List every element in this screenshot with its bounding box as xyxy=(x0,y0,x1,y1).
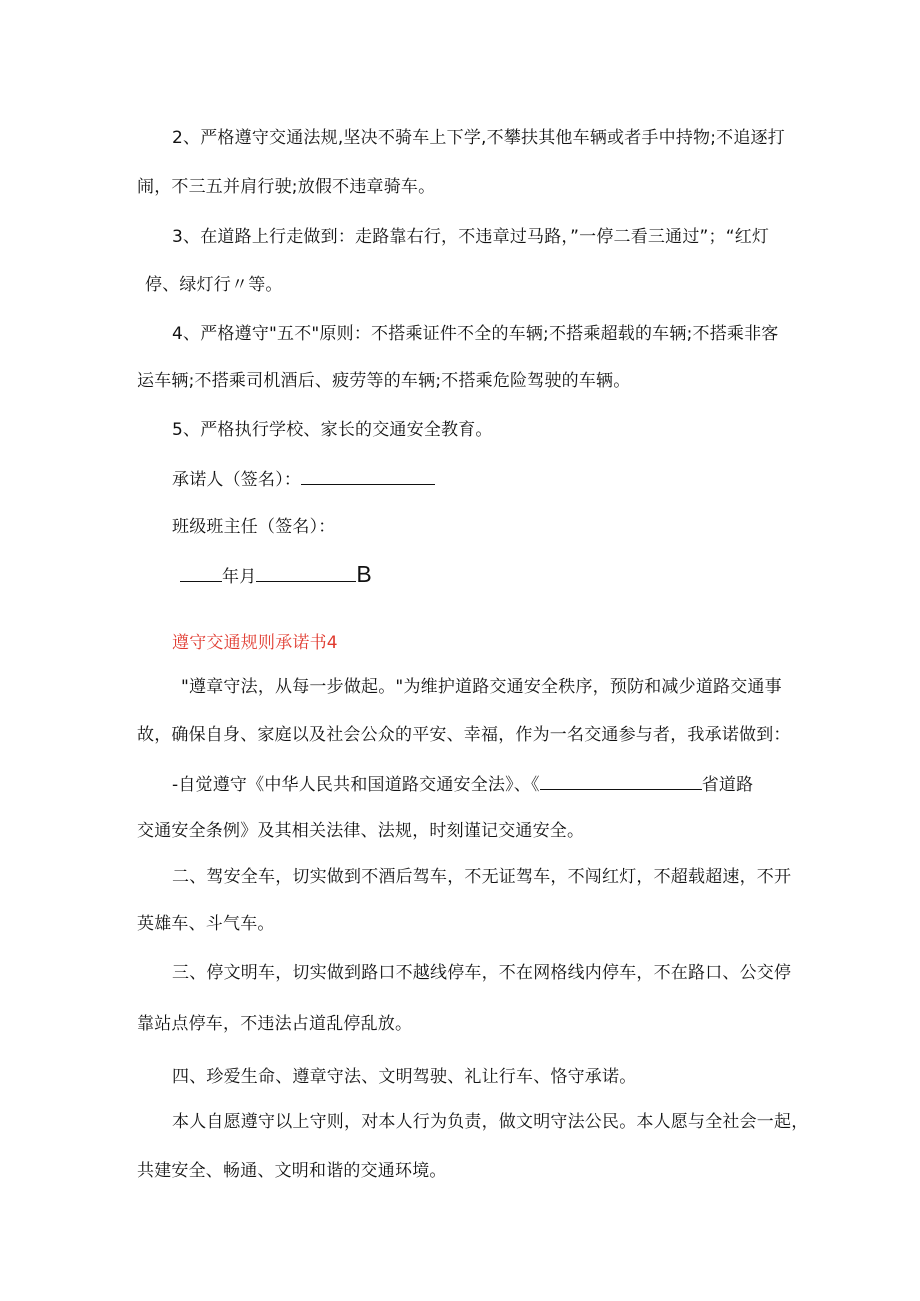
promisor-signature-row xyxy=(172,468,435,491)
point-1-text-a: -自觉遵守《中华人民共和国道路交通安全法》、《 xyxy=(172,775,540,795)
point-1-text-b: 省道路 xyxy=(701,775,754,795)
point-1-line-1 xyxy=(172,773,753,796)
promisor-signature-blank[interactable] xyxy=(301,468,435,485)
item-3-line-1: 3、在道路上行走做到：走路靠右行，不违章过马路，”一停二看三通过”；“红灯 xyxy=(172,227,770,247)
date-suffix: B xyxy=(356,561,372,587)
point-1-line-2: 交通安全条例》及其相关法律、法规，时刻谨记交通安全。 xyxy=(137,821,585,841)
intro-line-1: "遵章守法，从每一步做起。"为维护道路交通安全秩序，预防和减少道路交通事 xyxy=(181,677,782,697)
item-5: 5、严格执行学校、家长的交通安全教育。 xyxy=(172,420,493,440)
intro-line-2: 故，确保自身、家庭以及社会公众的平安、幸福，作为一名交通参与者，我承诺做到： xyxy=(137,725,791,745)
closing-line-1: 本人自愿遵守以上守则，对本人行为负责，做文明守法公民。本人愿与全社会一起， xyxy=(172,1112,809,1132)
item-2-line-2: 闹，不三五并肩行驶;放假不违章骑车。 xyxy=(137,177,436,197)
date-year-blank[interactable] xyxy=(180,565,222,582)
section-4-title: 遵守交通规则承诺书4 xyxy=(172,633,338,653)
point-4: 四、珍爱生命、遵章守法、文明驾驶、礼让行车、恪守承诺。 xyxy=(172,1067,637,1087)
teacher-label: 班级班主任（签名）： xyxy=(172,517,336,537)
promisor-label: 承诺人（签名）： xyxy=(172,470,302,490)
item-4-line-1: 4、严格遵守"五不"原则：不搭乘证件不全的车辆;不搭乘超载的车辆;不搭乘非客 xyxy=(172,324,779,344)
item-4-line-2: 运车辆;不搭乘司机酒后、疲劳等的车辆;不搭乘危险驾驶的车辆。 xyxy=(137,371,631,391)
item-2-line-1: 2、严格遵守交通法规,坚决不骑车上下学,不攀扶其他车辆或者手中持物;不追逐打 xyxy=(172,128,785,148)
item-3-line-2: 停、绿灯行〃等。 xyxy=(145,275,283,295)
point-2-line-2: 英雄车、斗气车。 xyxy=(137,914,275,934)
date-month-blank[interactable] xyxy=(256,565,356,582)
date-label: 年月 xyxy=(222,567,257,587)
closing-line-2: 共建安全、畅通、文明和谐的交通环境。 xyxy=(137,1161,447,1181)
point-3-line-2: 靠站点停车，不违法占道乱停乱放。 xyxy=(137,1014,413,1034)
date-row xyxy=(180,563,372,588)
point-2-line-1: 二、驾安全车，切实做到不酒后驾车，不无证驾车，不闯红灯，不超载超速，不开 xyxy=(172,867,792,887)
province-blank[interactable] xyxy=(540,773,702,790)
point-3-line-1: 三、停文明车，切实做到路口不越线停车，不在网格线内停车，不在路口、公交停 xyxy=(172,963,792,983)
